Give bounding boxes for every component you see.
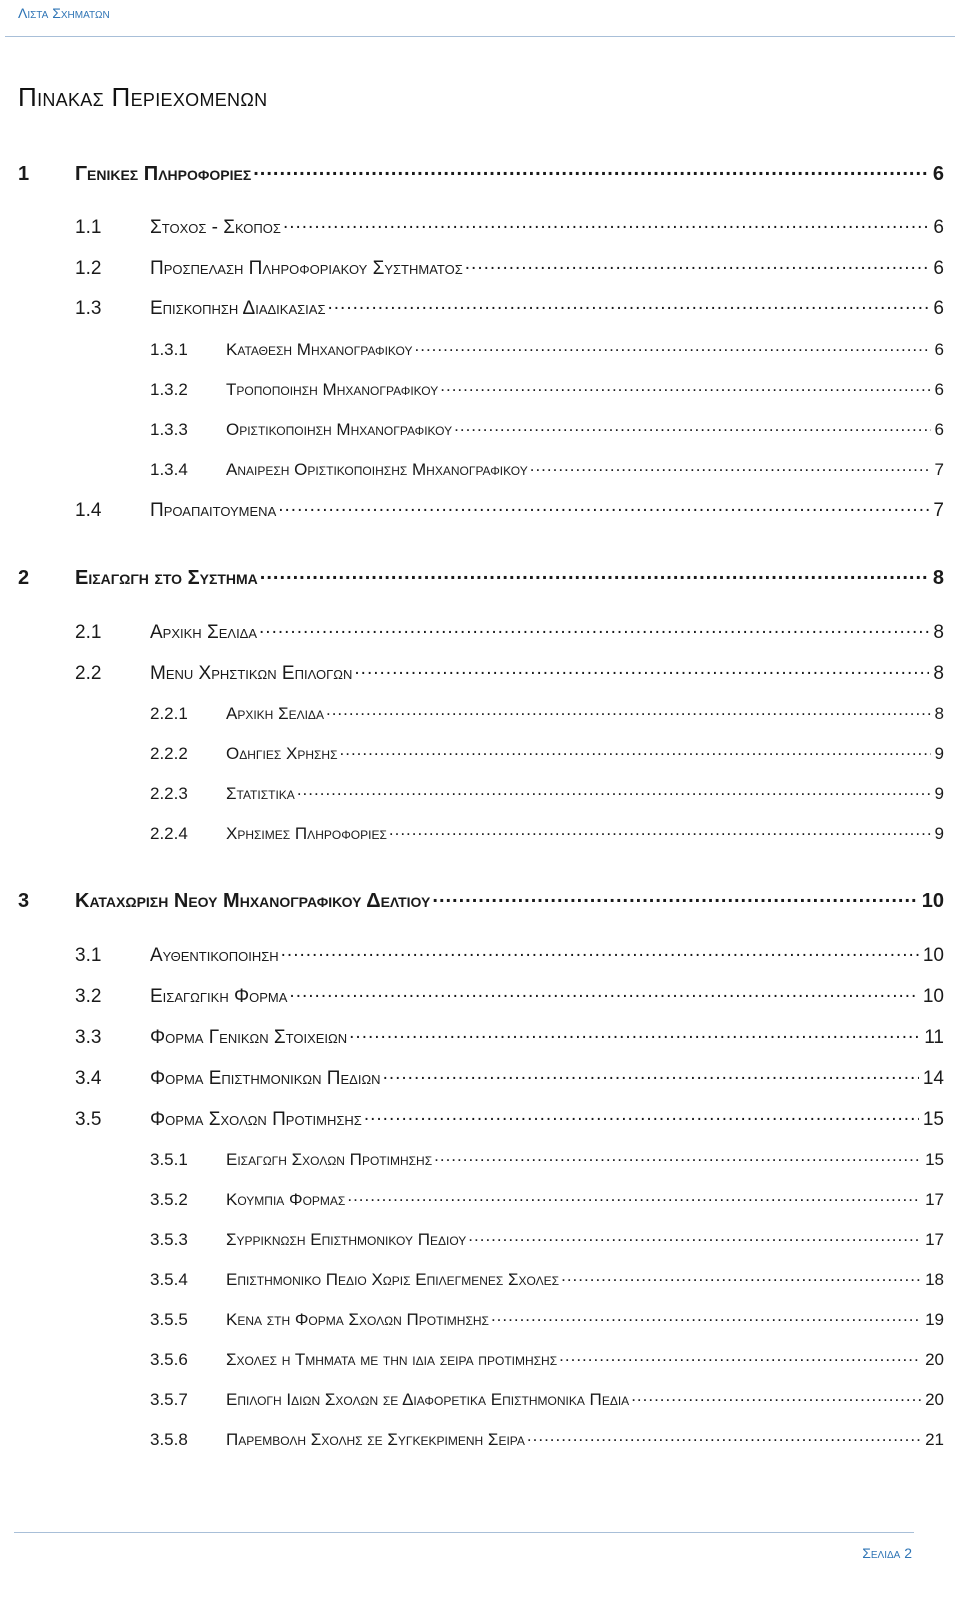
toc-page-number: 15: [925, 1150, 944, 1169]
toc-page-number: 10: [921, 890, 944, 912]
toc-page-number: 8: [933, 663, 944, 684]
toc-number: 3.4: [75, 1068, 102, 1089]
toc-entry-subsection[interactable]: [150, 1148, 944, 1170]
toc-page-number: 6: [933, 217, 944, 238]
toc-page-number: 6: [934, 340, 944, 359]
toc-number: 3.5.2: [150, 1190, 188, 1209]
toc-page-number: 17: [925, 1230, 944, 1249]
toc-number: 1.4: [75, 500, 102, 521]
dot-leader: [259, 619, 929, 638]
toc-page-number: 7: [933, 500, 944, 521]
dot-leader: [364, 1106, 919, 1125]
toc-label: Προσπελαση Πληροφοριακου Συστηματος: [150, 258, 463, 279]
toc-entry-subsection[interactable]: [150, 742, 944, 764]
toc-entry-subsection[interactable]: [150, 782, 944, 804]
toc-entry-section[interactable]: [75, 660, 944, 685]
toc-entry-subsection[interactable]: [150, 1388, 944, 1410]
toc-page-number: 9: [934, 744, 944, 763]
toc-label: Εισαγωγικη Φορμα: [150, 986, 288, 1007]
dot-leader: [260, 564, 929, 584]
toc-entry-section[interactable]: [75, 619, 944, 644]
toc-entry-chapter[interactable]: [18, 564, 944, 590]
page-title: Πινακας Περιεχομενων: [18, 82, 268, 112]
toc-page-number: 20: [925, 1350, 944, 1369]
toc-label: Αρχικη Σελιδα: [150, 622, 258, 643]
toc-label: Κενα στη Φορμα Σχολων Προτιμησης: [226, 1310, 489, 1329]
toc-number: 2.2.1: [150, 704, 188, 723]
dot-leader: [465, 255, 930, 274]
toc-label: Σχολες η Τμηματα με την ιδια σειρα προτιμησης: [226, 1350, 558, 1369]
toc-label: Στατιστικα: [226, 784, 295, 803]
dot-leader: [347, 1188, 921, 1205]
toc-entry-subsection[interactable]: [150, 1188, 944, 1210]
toc-page-number: 9: [934, 784, 944, 803]
toc-label: Κουμπια Φορμας: [226, 1190, 346, 1209]
toc-entry-subsection[interactable]: [150, 338, 944, 360]
toc-number: 1.3: [75, 298, 102, 319]
toc-number: 1.3.1: [150, 340, 188, 359]
toc-page-number: 6: [934, 380, 944, 399]
toc-label: Menu Χρηστικων Επιλογων: [150, 663, 353, 684]
toc-entry-subsection[interactable]: [150, 1308, 944, 1330]
dot-leader: [432, 887, 917, 907]
toc-label: Επισκοπηση Διαδικασιας: [150, 298, 326, 319]
dot-leader: [530, 458, 931, 475]
toc-number: 3.3: [75, 1027, 102, 1048]
toc-entry-subsection[interactable]: [150, 1428, 944, 1450]
dot-leader: [253, 160, 929, 180]
toc-number: 1.3.3: [150, 420, 188, 439]
dot-leader: [527, 1428, 921, 1445]
toc-page-number: 10: [922, 945, 944, 966]
dot-leader: [383, 1065, 919, 1084]
dot-leader: [340, 742, 931, 759]
dot-leader: [415, 338, 931, 355]
toc-label: Οριστικοποιηση Μηχανογραφικου: [226, 420, 453, 439]
toc-number: 3.5.1: [150, 1150, 188, 1169]
toc-number: 1.3.4: [150, 460, 188, 479]
running-header: Λιστα Σχηματων: [18, 5, 110, 21]
dot-leader: [491, 1308, 921, 1325]
toc-page-number: 19: [925, 1310, 944, 1329]
dot-leader: [349, 1024, 920, 1043]
toc-page-number: 6: [932, 163, 944, 185]
toc-entry-section[interactable]: [75, 983, 944, 1008]
toc-entry-chapter[interactable]: [18, 887, 944, 913]
toc-number: 3.5.7: [150, 1390, 188, 1409]
toc-page-number: 21: [925, 1430, 944, 1449]
toc-page-number: 20: [925, 1390, 944, 1409]
toc-label: Αναιρεση Οριστικοποιησης Μηχανογραφικου: [226, 460, 528, 479]
toc-label: Φορμα Γενικων Στοιχειων: [150, 1027, 348, 1048]
dot-leader: [297, 782, 931, 799]
dot-leader: [631, 1388, 921, 1405]
toc-label: Προαπαιτουμενα: [150, 500, 277, 521]
toc-label: Οδηγιες Χρησης: [226, 744, 338, 763]
toc-page-number: 9: [934, 824, 944, 843]
dot-leader: [278, 497, 929, 516]
toc-entry-section[interactable]: [75, 214, 944, 239]
toc-number: 2.2.4: [150, 824, 188, 843]
toc-page-number: 8: [932, 567, 944, 589]
toc-entry-section[interactable]: [75, 295, 944, 320]
toc-number: 2: [18, 567, 30, 589]
dot-leader: [326, 702, 931, 719]
toc-entry-subsection[interactable]: [150, 1228, 944, 1250]
dot-leader: [354, 660, 929, 679]
toc-page-number: 7: [934, 460, 944, 479]
toc-page-number: 11: [924, 1027, 944, 1048]
toc-entry-subsection[interactable]: [150, 378, 944, 400]
dot-leader: [283, 214, 929, 233]
toc-number: 1.3.2: [150, 380, 188, 399]
toc-number: 1.1: [75, 217, 102, 238]
toc-number: 3.1: [75, 945, 102, 966]
dot-leader: [454, 418, 930, 435]
toc-number: 3.5.4: [150, 1270, 188, 1289]
toc-number: 3.2: [75, 986, 102, 1007]
toc-label: Συρρικνωση Επιστημονικου Πεδιου: [226, 1230, 467, 1249]
toc-entry-section[interactable]: [75, 1024, 944, 1049]
toc-number: 2.1: [75, 622, 102, 643]
toc-entry-section[interactable]: [75, 255, 944, 280]
toc-label: Στοχος - Σκοπος: [150, 217, 281, 238]
toc-page-number: 8: [933, 622, 944, 643]
dot-leader: [389, 822, 931, 839]
toc-entry-subsection[interactable]: [150, 822, 944, 844]
toc-label: Επιστημονικο Πεδιο Χωρις Επιλεγμενες Σχολες: [226, 1270, 560, 1289]
toc-label: Εισαγωγη Σχολων Προτιμησης: [226, 1150, 433, 1169]
toc-number: 2.2: [75, 663, 102, 684]
toc-label: Χρησιμες Πληροφοριες: [226, 824, 387, 843]
toc-label: Φορμα Επιστημονικων Πεδιων: [150, 1068, 381, 1089]
toc-entry-section[interactable]: [75, 497, 944, 522]
toc-page-number: 18: [925, 1270, 944, 1289]
dot-leader: [281, 942, 919, 961]
toc-number: 1: [18, 163, 30, 185]
toc-entry-subsection[interactable]: [150, 458, 944, 480]
toc-label: Εισαγωγη στο Συστημα: [75, 567, 258, 589]
toc-entry-section[interactable]: [75, 1106, 944, 1131]
toc-page-number: 6: [934, 420, 944, 439]
toc-label: Επιλογη Ιδιων Σχολων σε Διαφορετικα Επιστημονικα Πεδια: [226, 1390, 630, 1409]
toc-entry-subsection[interactable]: [150, 1348, 944, 1370]
toc-entry-subsection[interactable]: [150, 418, 944, 440]
toc-number: 3: [18, 890, 30, 912]
toc-label: Παρεμβολη Σχολης σε Συγκεκριμενη Σειρα: [226, 1430, 525, 1449]
toc-number: 3.5.3: [150, 1230, 188, 1249]
toc-page-number: 17: [925, 1190, 944, 1209]
page-number-footer: Σελιδα 2: [862, 1545, 912, 1561]
toc-label: Γενικες Πληροφοριες: [75, 163, 252, 185]
toc-entry-subsection[interactable]: [150, 702, 944, 724]
toc-number: 3.5.6: [150, 1350, 188, 1369]
toc-entry-section[interactable]: [75, 1065, 944, 1090]
dot-leader: [434, 1148, 921, 1165]
dot-leader: [289, 983, 918, 1002]
toc-number: 2.2.3: [150, 784, 188, 803]
toc-page-number: 15: [922, 1109, 944, 1130]
toc-page-number: 6: [933, 298, 944, 319]
toc-page-number: 14: [922, 1068, 944, 1089]
toc-label: Καταθεση Μηχανογραφικου: [226, 340, 413, 359]
toc-number: 2.2.2: [150, 744, 188, 763]
toc-entry-section[interactable]: [75, 942, 944, 967]
toc-entry-subsection[interactable]: [150, 1268, 944, 1290]
toc-page-number: 10: [922, 986, 944, 1007]
toc-number: 3.5.8: [150, 1430, 188, 1449]
toc-number: 3.5.5: [150, 1310, 188, 1329]
toc-label: Αρχικη Σελιδα: [226, 704, 324, 723]
toc-page-number: 6: [933, 258, 944, 279]
header-divider: [5, 36, 955, 37]
dot-leader: [328, 295, 930, 314]
footer-divider: [14, 1532, 914, 1533]
toc-number: 1.2: [75, 258, 102, 279]
dot-leader: [561, 1268, 921, 1285]
toc-label: Φορμα Σχολων Προτιμησης: [150, 1109, 362, 1130]
toc-page-number: 8: [934, 704, 944, 723]
toc-entry-chapter[interactable]: [18, 160, 944, 186]
dot-leader: [468, 1228, 921, 1245]
toc-label: Καταχωριση Νεου Μηχανογραφικου Δελτιου: [75, 890, 431, 912]
toc-label: Αυθεντικοποιηση: [150, 945, 279, 966]
toc-number: 3.5: [75, 1109, 102, 1130]
dot-leader: [440, 378, 930, 395]
dot-leader: [559, 1348, 921, 1365]
toc-label: Τροποποιηση Μηχανογραφικου: [226, 380, 439, 399]
